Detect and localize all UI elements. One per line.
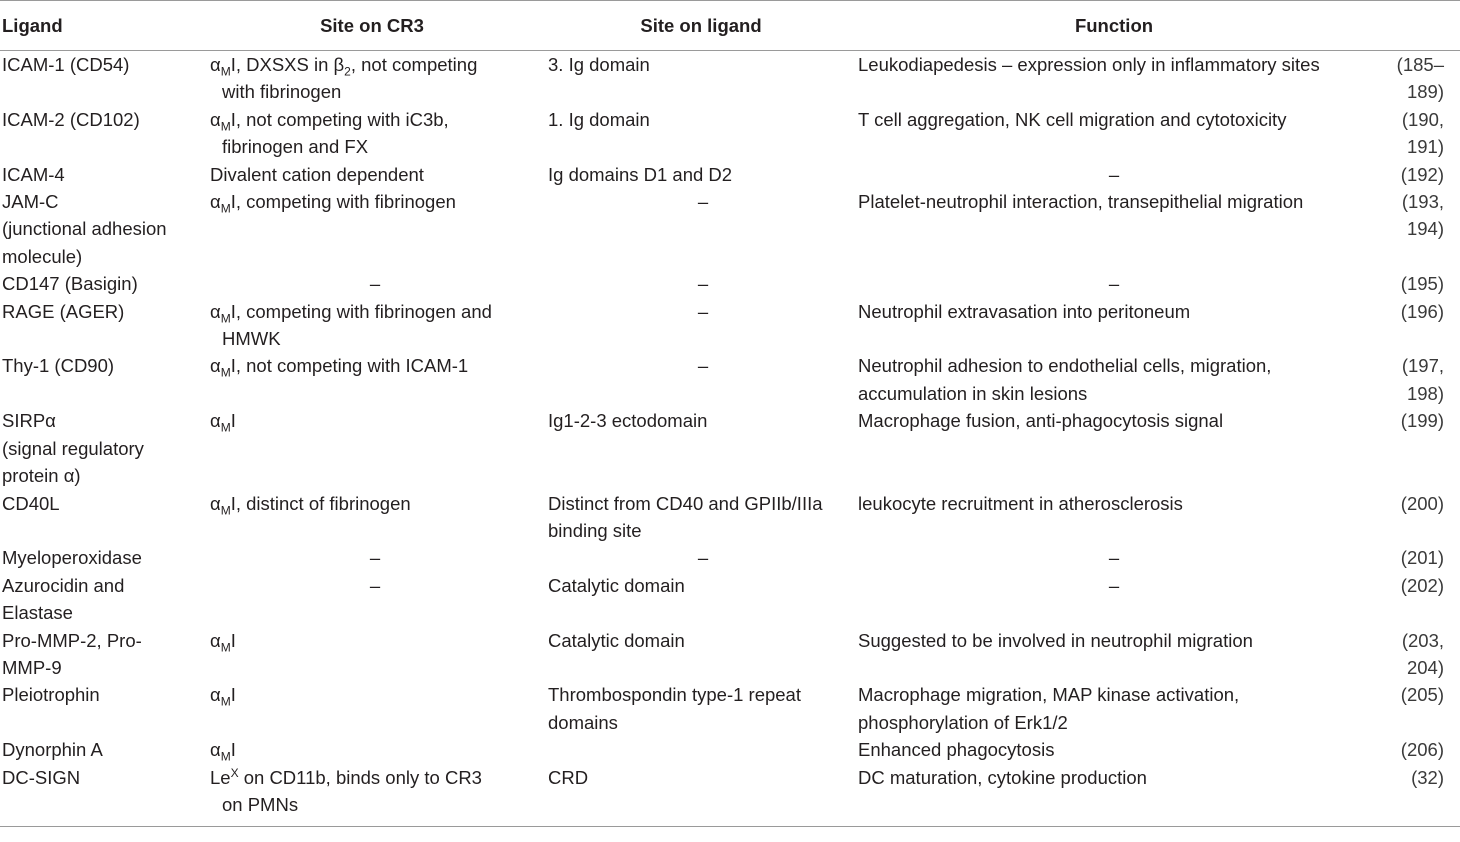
cell-function: Macrophage migration, MAP kinase activation, phosphorylation of Erk1/2 [858,684,1240,733]
cell-site-ligand: CRD [544,764,858,827]
cell-site-cr3: $\alpha_MI$ [210,739,236,764]
header-function: Function [858,1,1370,51]
table-row [0,161,1460,188]
cell-ligand: SIRPα (signal regulatory protein α) [2,410,144,487]
cell-reference: (32) [1370,764,1460,827]
cell-site-ligand: – [697,191,709,213]
cell-function: – [1108,547,1120,569]
cell-site-cr3: – [369,273,381,295]
cell-site-ligand: 1. Ig domain [548,108,650,130]
table-row [0,352,1460,407]
table-row [0,681,1460,736]
cell-site-cr3: $\alpha_MI$, DXSXS in $\beta_2$, not competing with fibrinogen [210,54,478,103]
cell-site-cr3: $\alpha_MI$ [210,629,236,655]
cell-ligand: Thy-1 (CD90) [2,355,115,377]
cell-site-ligand: Catalytic domain [548,629,685,651]
cell-function: Suggested to be involved in neutrophil migration [858,629,1253,651]
table-row [0,764,1460,827]
cell-reference: (205) [1400,684,1444,706]
cell-site-ligand [544,736,858,763]
table-row [0,627,1460,682]
cell-ligand: Azurocidin and Elastase [2,574,125,624]
cell-ligand: DC-SIGN [0,764,200,827]
cell-ligand: ICAM-1 (CD54) [2,54,130,75]
cell-function: Enhanced phagocytosis [858,739,1055,761]
cell-reference: (193, 194) [1401,191,1444,240]
header-ref [1370,1,1460,51]
cell-function: – [1108,574,1120,596]
cell-site-ligand: Ig domains D1 and D2 [548,163,733,185]
cell-site-cr3: $\alpha_MI$, distinct of fibrinogen [210,492,411,518]
cell-site-ligand: – [697,300,709,322]
cell-function: Leukodiapedesis – expression only in inflammatory sites [858,54,1320,75]
cell-site-ligand: Catalytic domain [548,574,685,596]
cell-function: Macrophage fusion, anti-phagocytosis signal [858,410,1224,432]
table-row [0,490,1460,545]
cell-site-ligand: Distinct from CD40 and GPIIb/IIIa binding site [548,492,823,541]
cell-site-ligand: Ig1-2-3 ectodomain [548,410,708,432]
cell-ligand: Pro-MMP-2, Pro- MMP-9 [2,629,142,678]
cell-reference: (190, 191) [1401,108,1444,158]
table-row [0,736,1460,763]
cell-site-cr3: – [369,574,381,596]
header-site-cr3: Site on CR3 [200,1,544,51]
cell-site-cr3: $\alpha_MI$, competing with fibrinogen and HMWK [210,300,492,350]
cell-reference: (196) [1400,300,1444,322]
cell-site-cr3: $\alpha_MI$, competing with fibrinogen [210,191,456,216]
cell-ligand: Pleiotrophin [2,684,100,706]
cell-function: T cell aggregation, NK cell migration and cytotoxicity [858,108,1287,130]
cell-reference: (200) [1400,492,1444,514]
cell-ligand: ICAM-4 [2,163,65,185]
cell-site-cr3: $\alpha_MI$ [210,410,236,435]
cell-site-ligand: – [697,273,709,295]
cell-ligand: ICAM-2 (CD102) [2,108,140,130]
cell-reference: (192) [1400,163,1444,185]
cell-site-cr3: $\alpha_MI$ [210,684,236,710]
cell-function: – [1108,273,1120,295]
cell-reference: (206) [1400,739,1444,761]
cell-site-cr3: – [369,547,381,569]
cell-site-cr3: $\alpha_MI$, not competing with iC3b, fibrinogen and FX [210,108,449,158]
cell-reference: (203, 204) [1401,629,1444,678]
cell-ligand: CD147 (Basigin) [2,273,138,295]
table-row [0,572,1460,627]
table-row [0,298,1460,353]
cell-function: Platelet-neutrophil interaction, transepithelial migration [858,191,1304,213]
table-row [0,544,1460,571]
cell-reference: (195) [1400,273,1444,295]
cell-reference: (201) [1400,547,1444,569]
cell-reference: (199) [1400,410,1444,432]
cell-function: leukocyte recruitment in atherosclerosis [858,492,1183,514]
table-row [0,407,1460,489]
table-row [0,270,1460,297]
cell-ligand: CD40L [2,492,60,514]
cell-ligand: Dynorphin A [2,739,103,761]
table-row [0,106,1460,161]
cell-ligand: Myeloperoxidase [2,547,142,569]
cell-site-ligand: Thrombospondin type-1 repeat domains [548,684,801,733]
cell-function: Neutrophil extravasation into peritoneum [858,300,1191,322]
cell-site-cr3: $Le^X$ on CD11b, binds only to CR3 on PMNs [200,764,544,827]
cell-function: – [1108,163,1120,185]
cell-ligand: RAGE (AGER) [2,300,125,322]
cell-site-cr3: $\alpha_MI$, not competing with ICAM-1 [210,355,469,381]
cell-site-cr3: Divalent cation dependent [210,163,424,185]
cell-ligand: JAM-C (junctional adhesion molecule) [2,191,167,267]
cell-site-ligand: 3. Ig domain [548,54,650,75]
header-ligand: Ligand [0,1,200,51]
table-header-row [0,1,1460,51]
table-row [0,51,1460,106]
cell-function: Neutrophil adhesion to endothelial cells, migration, accumulation in skin lesions [858,355,1272,404]
cell-site-ligand: – [697,355,709,377]
cell-function: DC maturation, cytokine production [858,764,1370,827]
table-row [0,188,1460,270]
cell-reference: (197, 198) [1401,355,1444,404]
cell-reference: (202) [1400,574,1444,596]
cell-reference: (185– 189) [1396,54,1444,103]
header-site-ligand: Site on ligand [544,1,858,51]
cell-site-ligand: – [697,547,709,569]
